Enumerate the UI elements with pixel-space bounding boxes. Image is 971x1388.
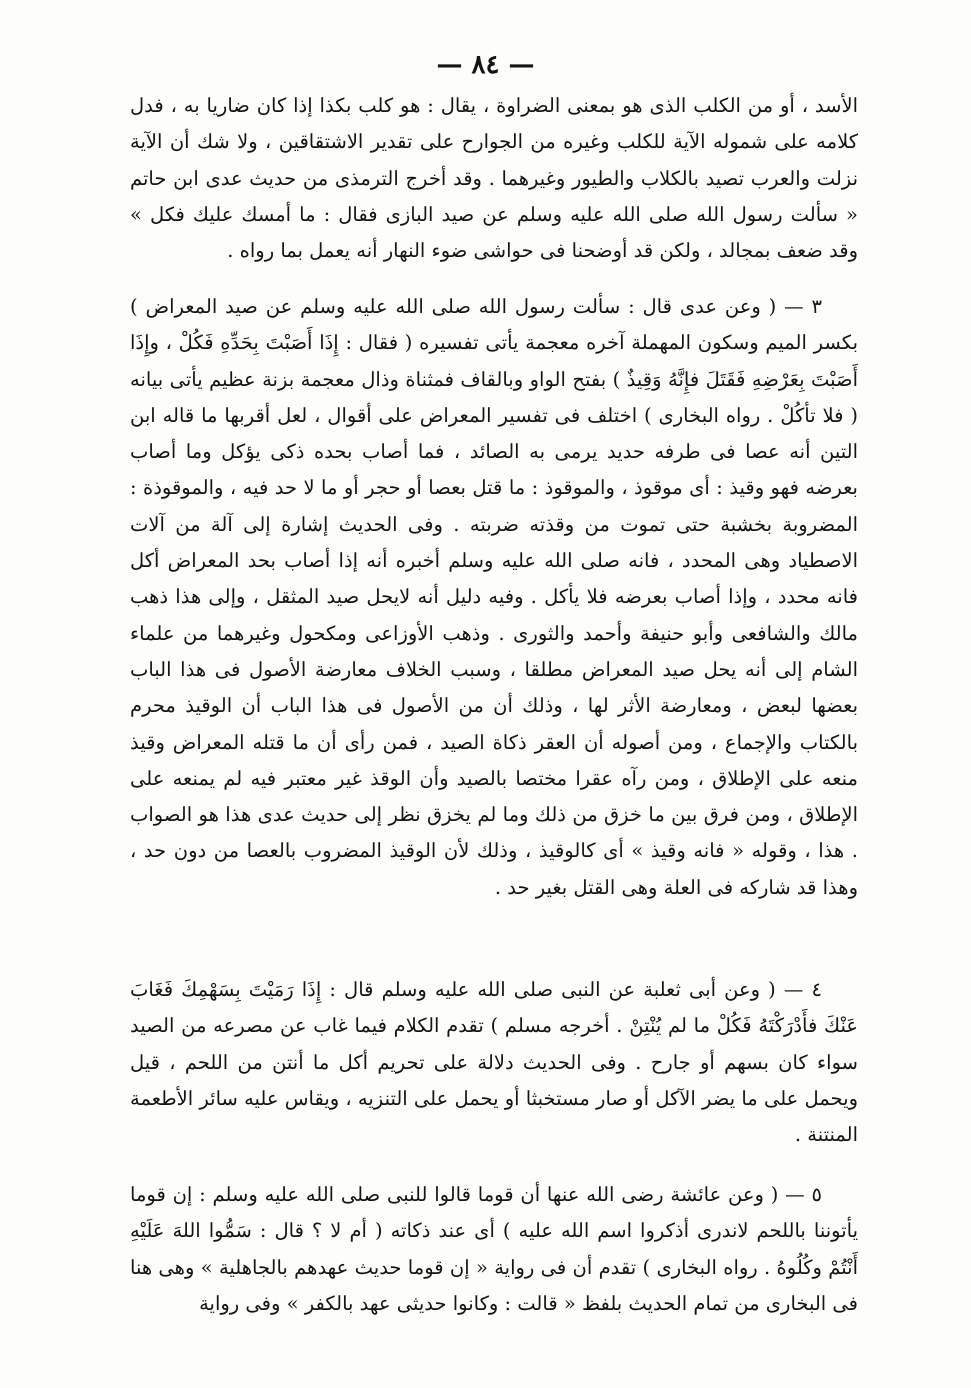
paragraph-hadith-3: ٣ — ( وعن عدى قال : سألت رسول الله صلى الله عليه وسلم عن صيد المعراض ) بكسر الميم وسكون المهملة آخره معجمة يأتى تفسيره ( فقال : إِذَا أَصَبْتَ بِحَدِّهِ فَكُلْ ، وإِذَا أَصَبْتَ بِعَرْضِهِ فَقَتَلَ فإِنَّهُ وَقِيذٌ ) بفتح الواو وبالقاف فمثناة وذال معجمة بزنة عظيم يأتى بيانه ( فلا تأكُلْ . رواه البخارى ) اختلف فى تفسير المعراض على أقوال ، لعل أقربها ما قاله ابن التين أنه عصا فى طرفه حديد يرمى به الصائد ، فما أصاب بحده ذكى يؤكل وما أصاب بعرضه فهو وقيذ : أى موقوذ ، والموقوذ : ما قتل بعصا أو حجر أو ما لا حد فيه ، والموقوذة : المضروبة بخشبة حتى تموت من وقذته ضربته . وفى الحديث إشارة إلى آلة من آلات الاصطياد وهى المحدد ، فانه صلى الله عليه وسلم أخبره أنه إذا أصاب بحد المعراض أكل فانه محدد ، وإذا أصاب بعرضه فلا يأكل . وفيه دليل أنه لايحل صيد المثقل ، وإلى هذا ذهب مالك والشافعى وأبو حنيفة وأحمد والثورى . وذهب الأوزاعى ومكحول وغيرهما من علماء الشام إلى أنه يحل صيد المعراض مطلقا ، وسبب الخلاف معارضة الأصول فى هذا الباب بعضها لبعض ، ومعارضة الأثر لها ، وذلك أن من الأصول فى هذا الباب أن الوقيذ محرم بالكتاب والإجماع ، ومن أصوله أن العقر ذكاة الصيد ، فمن رأى أن ما قتله المعراض وقيذ منعه على الإطلاق ، ومن رآه عقرا مختصا بالصيد وأن الوقذ غير معتبر فيه لم يمنعه على الإطلاق ، ومن فرق بين ما خزق من ذلك وما لم يخزق نظر إلى حديث عدى هذا هو الصواب . هذا ، وقوله « فانه وقيذ » أى كالوقيذ ، وذلك لأن الوقيذ المضروب بالعصا من دون حد ، وهذا قد شاركه فى العلة وهى القتل بغير حد . xyxy=(130,295,858,899)
text-block-hadith-5 xyxy=(130,1177,858,1322)
text-block-hadith-3 xyxy=(130,289,858,906)
text-block-continuation xyxy=(130,88,858,269)
paragraph-hadith-5: ٥ — ( وعن عائشة رضى الله عنها أن قوما قالوا للنبى صلى الله عليه وسلم : إن قوما يأتوننا باللحم لاندرى أذكروا اسم الله عليه ) أى عند ذكاته ( أم لا ؟ قال : سَمُّوا اللهَ عَلَيْهِ أَنْتُمْ وكُلُوهُ . رواه البخارى ) تقدم أن فى رواية « إن قوما حديث عهدهم بالجاهلية » وهى هنا فى البخارى من تمام الحديث بلفظ « قالت : وكانوا حديثى عهد بالكفر » وفى رواية xyxy=(130,1183,858,1315)
text-block-hadith-4 xyxy=(130,972,858,1153)
page-number: — ٨٤ — xyxy=(436,50,535,80)
paragraph-hadith-4: ٤ — ( وعن أبى ثعلبة عن النبى صلى الله عليه وسلم قال : إِذَا رَمَيْتَ بِسَهْمِكَ فَغَابَ عَنْكَ فأَدْرَكْتَهُ فَكُلْ ما لم يُنْتِنْ . أخرجه مسلم ) تقدم الكلام فيما غاب عن مصرعه من الصيد سواء كان بسهم أو جارح . وفى الحديث دلالة على تحريم أكل ما أنتن من اللحم ، قيل ويحمل على ما يضر الآكل أو صار مستخبثا أو يحمل على التنزيه ، ويقاس عليه سائر الأطعمة المنتنة . xyxy=(130,978,858,1147)
paragraph-continuation: الأسد ، أو من الكلب الذى هو بمعنى الضراوة ، يقال : هو كلب بكذا إذا كان ضاريا به ، فدل كلامه على شموله الآية للكلب وغيره من الجوارح على تقدير الاشتقاقين ، ولا شك أن الآية نزلت والعرب تصيد بالكلاب والطيور وغيرهما . وقد أخرج الترمذى من حديث عدى ابن حاتم « سألت رسول الله صلى الله عليه وسلم عن صيد البازى فقال : ما أمسك عليك فكل » وقد ضعف بمجالد ، ولكن قد أوضحنا فى حواشى ضوء النهار أنه يعمل بما رواه . xyxy=(130,94,858,263)
